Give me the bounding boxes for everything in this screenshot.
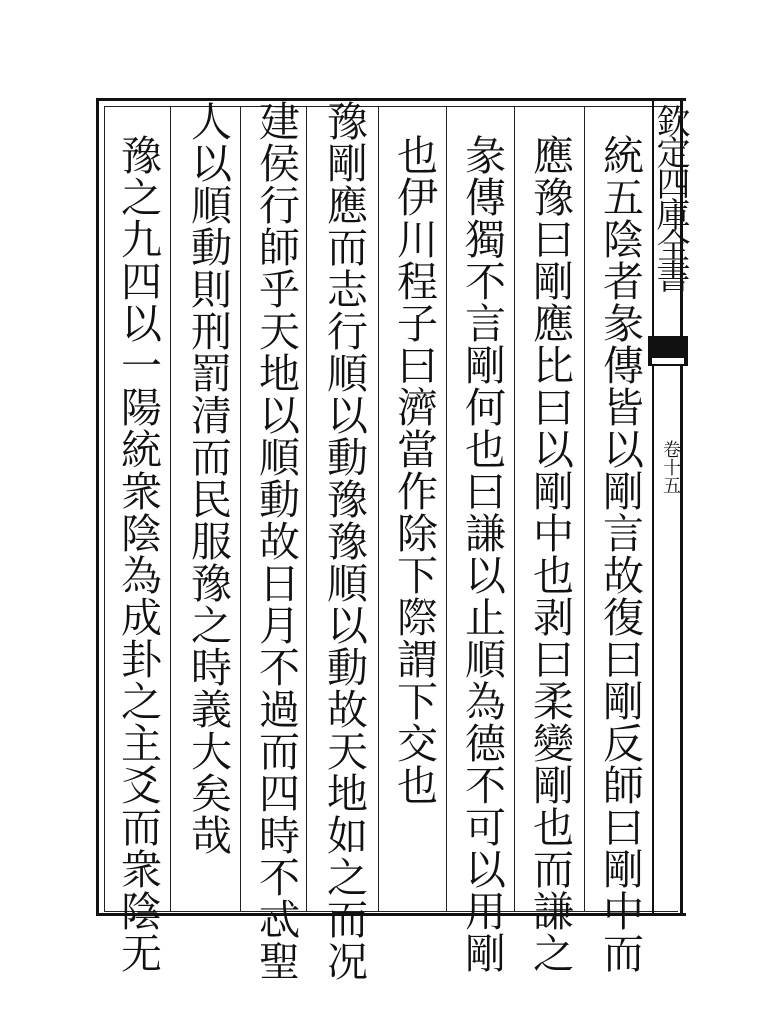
column-rule <box>170 106 171 912</box>
volume-number: 卷十五 <box>660 440 681 494</box>
book-title: 欽定四庫全書 <box>650 104 690 290</box>
text-column-3: 彖傳獨不言剛何也曰謙以止順為德不可以用剛 <box>458 134 506 974</box>
text-column-8: 豫之九四以一陽統衆陰為成卦之主爻而衆陰无 <box>114 134 162 974</box>
column-rule <box>584 106 585 912</box>
column-rule <box>240 106 241 912</box>
text-column-4: 也伊川程子曰濟當作除下際謂下交也 <box>390 134 438 806</box>
fishtail-mark-icon <box>648 336 688 366</box>
text-column-7: 人以順動則刑罰清而民服豫之時義大矣哉 <box>184 100 232 856</box>
column-rule <box>514 106 515 912</box>
text-column-5: 豫剛應而志行順以動豫豫順以動故天地如之而况 <box>320 100 368 982</box>
column-rule <box>306 106 307 912</box>
text-column-1: 統五陰者彖傳皆以剛言故復曰剛反師曰剛中而 <box>596 134 644 974</box>
column-rule <box>378 106 379 912</box>
column-rule <box>446 106 447 912</box>
text-column-6: 建侯行師乎天地以順動故日月不過而四時不忒聖 <box>252 100 300 982</box>
text-column-2: 應豫曰剛應比曰以剛中也剥曰柔變剛也而謙之 <box>526 134 574 974</box>
